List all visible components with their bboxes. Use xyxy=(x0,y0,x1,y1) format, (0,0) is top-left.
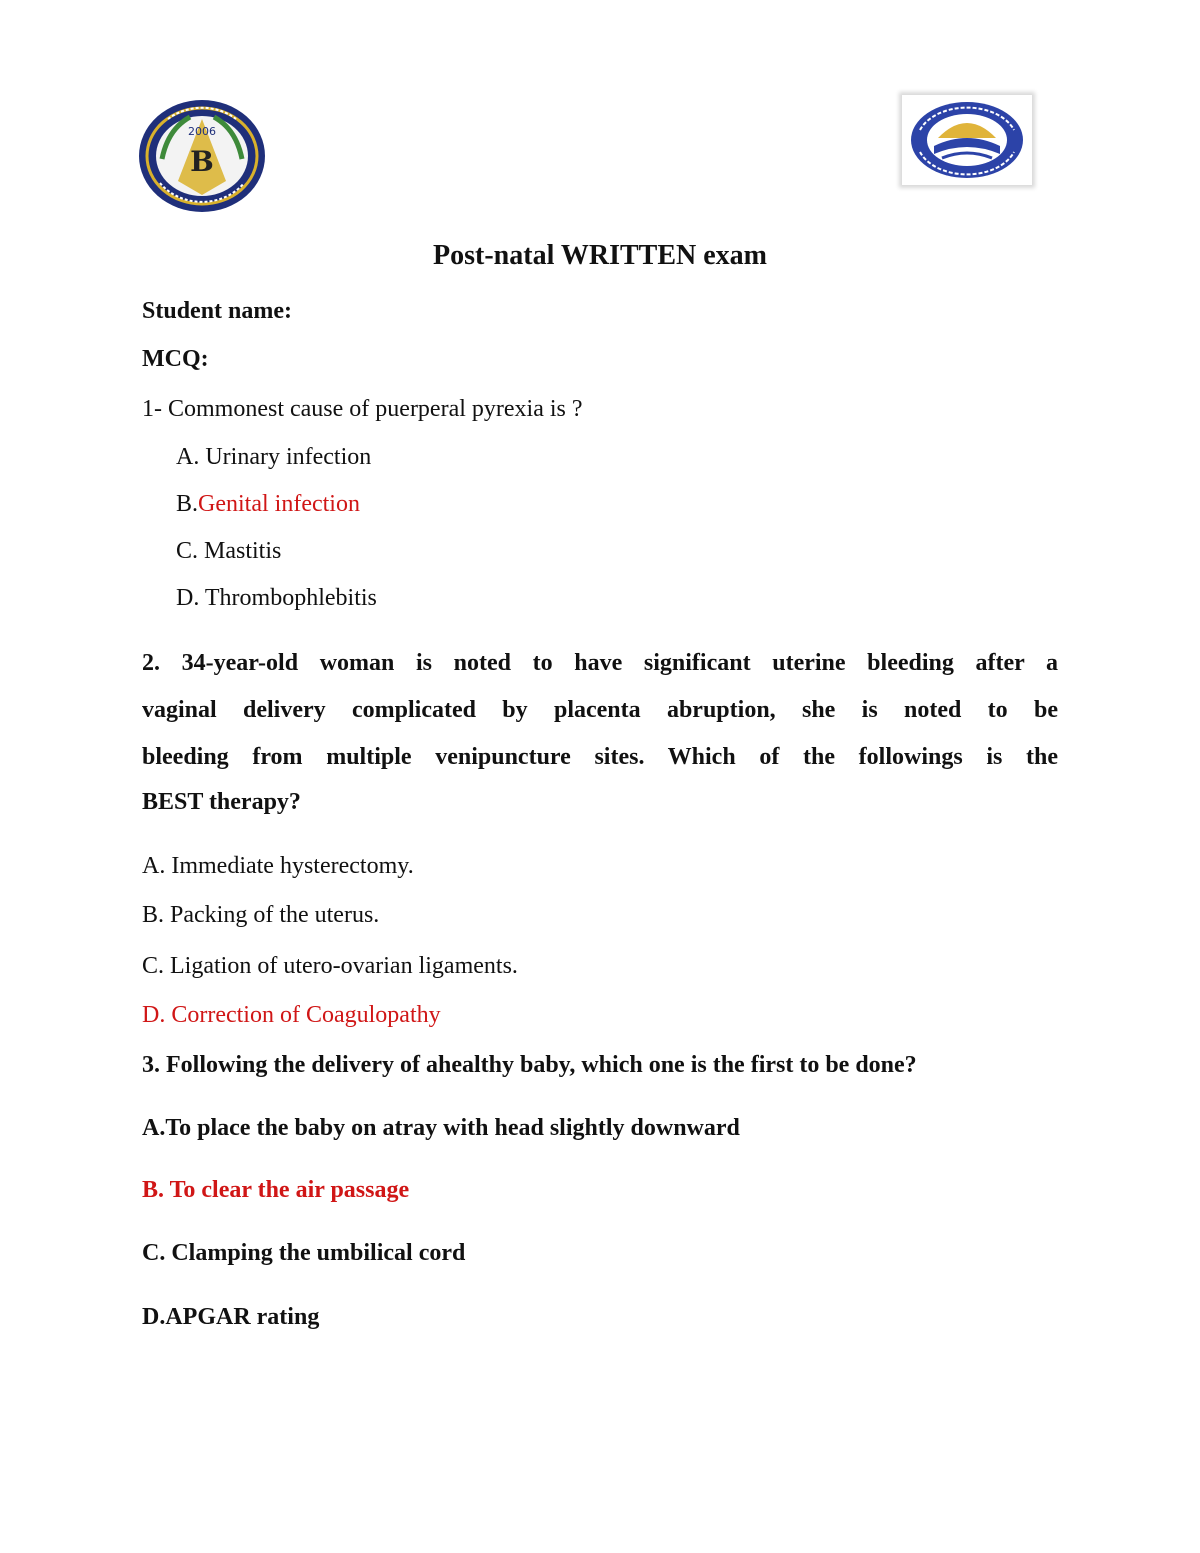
question-2-line-1: 2. 34-year-old woman is noted to have significant uterine bleeding after a xyxy=(142,650,1058,676)
mcq-label: MCQ: xyxy=(142,346,209,372)
svg-text:B: B xyxy=(190,145,214,178)
faculty-of-nursing-seal-icon xyxy=(138,99,266,213)
q2-option-d-answer: D. Correction of Coagulopathy xyxy=(142,1002,441,1028)
q3-option-a: A.To place the baby on atray with head slightly downward xyxy=(142,1115,740,1141)
q1-option-a: A. Urinary infection xyxy=(176,444,372,470)
q1-option-c: C. Mastitis xyxy=(176,538,282,564)
page-title: Post-natal WRITTEN exam xyxy=(433,240,767,271)
right-logo-frame xyxy=(902,95,1032,185)
beni-suef-university-logo-icon xyxy=(908,100,1026,180)
student-name-label: Student name: xyxy=(142,298,293,324)
q3-option-c: C. Clamping the umbilical cord xyxy=(142,1240,466,1266)
svg-text:2006: 2006 xyxy=(188,125,216,138)
q2-option-a: A. Immediate hysterectomy. xyxy=(142,853,414,879)
q1-option-d: D. Thrombophlebitis xyxy=(176,585,377,611)
q1-option-b xyxy=(176,491,360,518)
question-2-line-2: vaginal delivery complicated by placenta abruption, she is noted to be xyxy=(142,697,1058,723)
q2-option-b: B. Packing of the uterus. xyxy=(142,902,380,928)
question-3: 3. Following the delivery of ahealthy baby, which one is the first to be done? xyxy=(142,1052,917,1078)
q1-option-b-prefix: B. xyxy=(176,491,199,517)
question-2-line-4: BEST therapy? xyxy=(142,789,301,815)
q3-option-b-answer: B. To clear the air passage xyxy=(142,1177,410,1203)
q2-option-c: C. Ligation of utero-ovarian ligaments. xyxy=(142,953,518,979)
q1-option-b-answer: Genital infection xyxy=(198,491,360,517)
question-1: 1- Commonest cause of puerperal pyrexia is ? xyxy=(142,396,583,422)
question-2-line-3: bleeding from multiple venipuncture sites. Which of the followings is the xyxy=(142,744,1058,770)
q3-option-d: D.APGAR rating xyxy=(142,1304,320,1330)
